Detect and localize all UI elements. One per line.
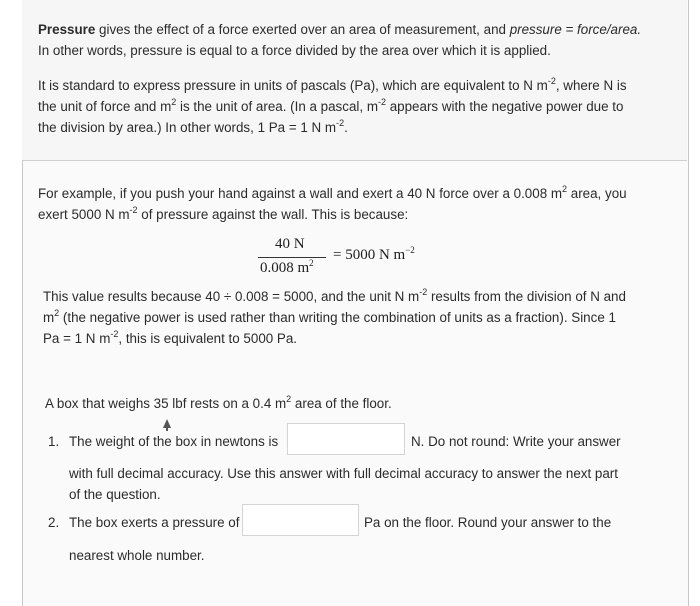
mouse-pointer-icon xyxy=(163,419,171,428)
q1-answer-input[interactable] xyxy=(287,423,405,455)
q2-answer-input[interactable] xyxy=(242,504,359,536)
q1-unit-instructions: N. Do not round: Write your answer xyxy=(411,434,621,449)
explanation-paragraph: This value results because 40 ÷ 0.008 = 5000, and the unit N $m^{-2}$ results from the division of N and $m^2$ (the negative power is used rather than writing the combination of units as a fraction). Since 1 Pa = 1 N $m^{-2}$, this is equivalent to 5000 Pa. xyxy=(43,287,626,346)
intro-paragraph: Pressure gives the effect of a force exerted over an area of measurement, and pressure = force/area. In other words, pressure is equal to a force divided by the area over which it is applied. xyxy=(38,22,642,58)
q1-prompt: The weight of the box in newtons is xyxy=(69,434,279,449)
q2-prompt: The box exerts a pressure of xyxy=(69,515,240,530)
fraction-bar xyxy=(258,257,326,258)
q2-number: 2. xyxy=(48,515,60,530)
q2-unit-instructions: Pa on the floor. Round your answer to the xyxy=(364,515,612,530)
formula-denominator: 0.008 $m^2$ xyxy=(260,258,314,276)
q2-instructions-continued: nearest whole number. xyxy=(69,548,205,563)
pressure-term: Pressure xyxy=(38,22,96,37)
q1-number: 1. xyxy=(48,434,60,449)
formula-result: = 5000 N $m^{-2}$ xyxy=(333,245,415,263)
units-paragraph: It is standard to express pressure in units of pascals (Pa), which are equivalent to N $m^{-2}$, where N is the unit of force and $m^2$ is the unit of area. (In a pascal, $m^{-2}$ appears with the negative power due to the division by area.) In other words, 1 Pa = 1 N $m^{-2}$. xyxy=(38,76,627,135)
problem-stem: A box that weighs 35 lbf rests on a 0.4 $m^2$ area of the floor. xyxy=(45,394,392,411)
pressure-formula-text: pressure = force/area. xyxy=(509,22,642,37)
formula-numerator: 40 N xyxy=(275,236,305,252)
example-paragraph: For example, if you push your hand against a wall and exert a 40 N force over a 0.008 $m^2$ area, you exert 5000 N $m^{-2}$ of pressure against the wall. This is because: xyxy=(38,184,627,222)
q1-instructions-continued: with full decimal accuracy. Use this answer with full decimal accuracy to answer the next part of the question. xyxy=(69,466,618,502)
